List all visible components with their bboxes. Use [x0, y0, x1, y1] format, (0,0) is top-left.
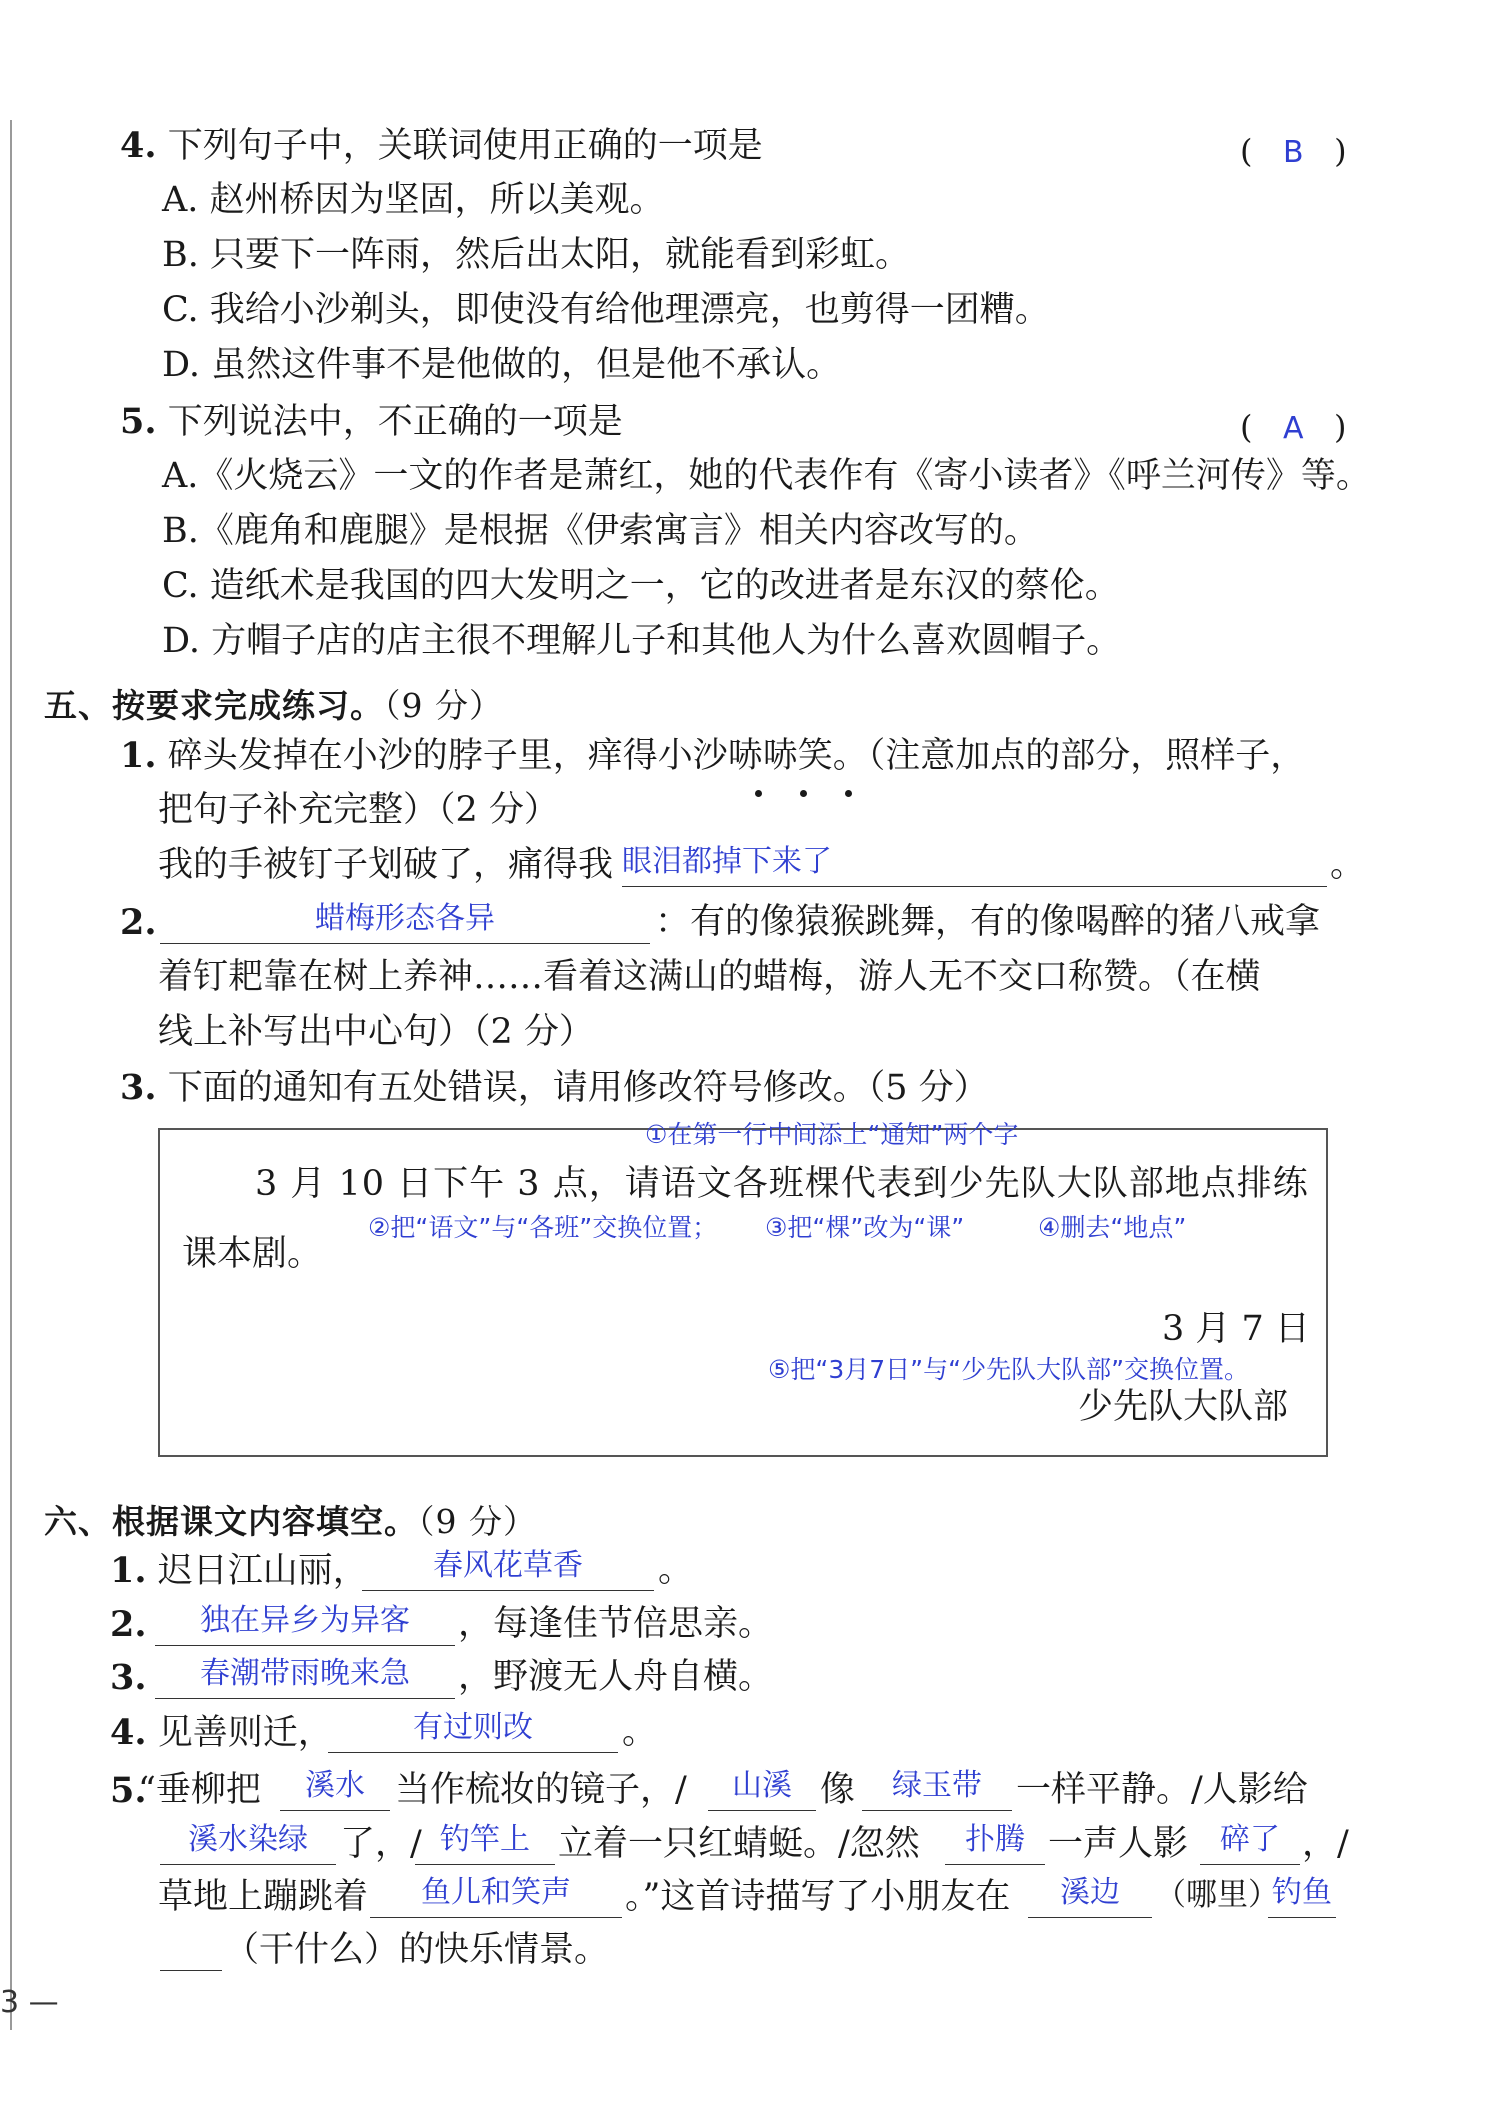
s6-q5-blank-3[interactable]: [862, 1762, 1012, 1811]
s5-q3-stem: [120, 1067, 989, 1108]
s6-q5-blank-5[interactable]: [415, 1816, 555, 1865]
s6-q5-answer-9: 溪边: [1060, 1875, 1120, 1910]
s5-q1-suffix: 。: [1330, 845, 1366, 885]
s6-q5-number: 5.: [110, 1770, 147, 1811]
notice-signature: 少先队大队部: [1078, 1387, 1289, 1427]
notice-line2: 课本剧。: [182, 1234, 323, 1274]
s6-q5-text-5: 了，/: [340, 1824, 422, 1864]
q5-option-a: A.《火烧云》一文的作者是萧红，她的代表作有《寄小读者》《呼兰河传》等。: [162, 456, 1371, 496]
s5-q1-line1: [120, 735, 1306, 776]
s5-q2-answer: 蜡梅形态各异: [315, 901, 495, 936]
s5-q2-line2: 着钉耙靠在树上养神……看着这满山的蜡梅，游人无不交口称赞。（在横: [158, 957, 1261, 997]
s6-q5-text-12: （干什么）的快乐情景。: [224, 1930, 610, 1970]
section6-heading: [44, 1496, 537, 1543]
section5-points: （9 分）: [384, 686, 503, 725]
s5-q1-prefix: 我的手被钉子划破了，痛得我: [158, 845, 614, 885]
s5-q2-line3: 线上补写出中心句）（2 分）: [158, 1012, 594, 1052]
section5-title: 五、按要求完成练习。: [44, 686, 384, 725]
s6-q3-blank[interactable]: [155, 1650, 455, 1699]
s5-q1-text: 碎头发掉在小沙的脖子里，痒得小沙哧哧笑。（注意加点的部分，照样子，: [167, 736, 1306, 776]
s6-q1-number: 1.: [110, 1550, 147, 1591]
s6-q3-number: 3.: [110, 1657, 147, 1698]
q4-number: 4.: [120, 125, 157, 166]
s6-q5-blank-2[interactable]: [708, 1762, 816, 1811]
correction-5: ⑤把“3月7日”与“少先队大队部”交换位置。: [768, 1355, 1250, 1384]
q5-stem: [120, 401, 623, 442]
s6-q5-text-3: 像: [820, 1770, 856, 1810]
s6-q1-prefix: [110, 1550, 368, 1591]
s6-q3-suffix: ，野渡无人舟自横。: [458, 1657, 774, 1697]
s5-q3-number: 3.: [120, 1067, 157, 1108]
q4-answer-paren: ( B ): [1240, 132, 1347, 170]
q5-option-c: C. 造纸术是我国的四大发明之一，它的改进者是东汉的蔡伦。: [162, 566, 1120, 606]
s6-q2-suffix: ，每逢佳节倍思亲。: [458, 1604, 774, 1644]
q5-answer: A: [1283, 411, 1304, 446]
s5-q1-line2: 把句子补充完整）（2 分）: [158, 790, 559, 830]
emphasis-dots: [755, 782, 890, 801]
s5-q1-line3: [158, 845, 614, 885]
q5-stem-text: 下列说法中，不正确的一项是: [167, 402, 623, 442]
s6-q5-blank-6[interactable]: [945, 1816, 1045, 1865]
s5-q2-blank[interactable]: [160, 895, 650, 944]
section6-points: （9 分）: [418, 1502, 537, 1541]
q5-option-b: B.《鹿角和鹿腿》是根据《伊索寓言》相关内容改写的。: [162, 511, 1039, 551]
q5-option-d: D. 方帽子店的店主很不理解儿子和其他人为什么喜欢圆帽子。: [162, 621, 1122, 661]
s5-q2-number: 2.: [120, 902, 157, 943]
section5-heading: [44, 680, 503, 727]
notice-line1: 3 月 10 日下午 3 点，请语文各班棵代表到少先队大队部地点排练: [255, 1164, 1309, 1204]
s5-q1-number: 1.: [120, 735, 157, 776]
s6-q1-answer: 春风花草香: [433, 1548, 583, 1583]
s6-q5-answer-10: 钓鱼: [1272, 1875, 1332, 1910]
s6-q5-text-10: 。”这首诗描写了小朋友在: [625, 1877, 1011, 1917]
correction-2: ②把“语文”与“各班”交换位置；: [368, 1213, 718, 1242]
page-left-rule: [10, 120, 12, 2030]
s6-q4-answer: 有过则改: [413, 1710, 533, 1745]
notice-date: 3 月 7 日: [1162, 1309, 1310, 1349]
s6-q5-text-8: ，/: [1302, 1824, 1349, 1864]
q5-answer-paren: ( A ): [1240, 408, 1347, 446]
s6-q4-blank[interactable]: [328, 1704, 618, 1753]
s6-q5-blank-8[interactable]: [370, 1869, 622, 1918]
s6-q2-answer: 独在异乡为异客: [200, 1603, 410, 1638]
q4-option-d: D. 虽然这件事不是他做的，但是他不承认。: [162, 345, 842, 385]
s6-q4-text: 见善则迁，: [157, 1713, 333, 1753]
s5-q3-text: 下面的通知有五处错误，请用修改符号修改。（5 分）: [167, 1068, 989, 1108]
s6-q5-answer-6: 扑腾: [965, 1822, 1025, 1857]
s6-q5-text-6: 立着一只红蜻蜓。/忽然: [558, 1824, 920, 1864]
s6-q5-blank-10[interactable]: [1268, 1869, 1336, 1918]
s6-q2-number: 2.: [110, 1604, 147, 1645]
correction-1: ①在第一行中间添上“通知”两个字: [645, 1120, 1019, 1149]
s6-q5-text-4: 一样平静。/人影给: [1016, 1770, 1308, 1810]
s6-q5-answer-7: 碎了: [1220, 1822, 1280, 1857]
s6-q5-blank-4[interactable]: [160, 1816, 336, 1865]
s6-q5-answer-2: 山溪: [732, 1768, 792, 1803]
s6-q5-blank-10-cont[interactable]: [160, 1922, 222, 1971]
q4-option-c: C. 我给小沙剃头，即使没有给他理漂亮，也剪得一团糟。: [162, 290, 1050, 330]
correction-4: ④删去“地点”: [1038, 1213, 1187, 1242]
s6-q4-number: 4.: [110, 1712, 147, 1753]
s6-q5-text-11: （哪里）: [1155, 1877, 1279, 1913]
s6-q5-answer-1: 溪水: [305, 1768, 365, 1803]
s6-q5-text-7: 一声人影: [1048, 1824, 1189, 1864]
section6-title: 六、根据课文内容填空。: [44, 1502, 418, 1541]
s6-q5-text-9: 草地上蹦跳着: [158, 1877, 369, 1917]
s6-q1-suffix: 。: [658, 1550, 694, 1590]
s5-q1-blank[interactable]: [622, 838, 1327, 887]
s6-q5-answer-3: 绿玉带: [892, 1768, 982, 1803]
s5-q2-line1: ：有的像猿猴跳舞，有的像喝醉的猪八戒拿: [655, 902, 1321, 942]
q4-option-b: B. 只要下一阵雨，然后出太阳，就能看到彩虹。: [162, 235, 910, 275]
s6-q1-text: 迟日江山丽，: [157, 1551, 368, 1591]
page-number: 3 —: [0, 1985, 59, 2020]
correction-3: ③把“棵”改为“课”: [765, 1213, 965, 1242]
s6-q5-blank-9[interactable]: [1028, 1869, 1152, 1918]
s6-q5-text-2: 当作梳妆的镜子，/: [395, 1770, 687, 1810]
s5-q1-answer: 眼泪都掉下来了: [622, 844, 832, 879]
q4-answer: B: [1283, 135, 1304, 170]
s6-q5-blank-7[interactable]: [1200, 1816, 1300, 1865]
s6-q2-blank[interactable]: [155, 1597, 455, 1646]
q4-stem-text: 下列句子中，关联词使用正确的一项是: [167, 126, 763, 166]
s6-q5-answer-8: 鱼儿和笑声: [421, 1875, 571, 1910]
s6-q1-blank[interactable]: [362, 1542, 654, 1591]
q5-number: 5.: [120, 401, 157, 442]
s6-q5-answer-4: 溪水染绿: [188, 1822, 308, 1857]
q4-option-a: A. 赵州桥因为坚固，所以美观。: [162, 180, 665, 220]
s6-q5-blank-1[interactable]: [280, 1762, 390, 1811]
s6-q5-text-1: “垂柳把: [138, 1770, 261, 1810]
q4-stem: [120, 125, 763, 166]
s6-q3-answer: 春潮带雨晚来急: [200, 1656, 410, 1691]
s6-q5-answer-5: 钓竿上: [440, 1822, 530, 1857]
s6-q4-suffix: 。: [622, 1712, 658, 1752]
s6-q4-prefix: [110, 1712, 333, 1753]
